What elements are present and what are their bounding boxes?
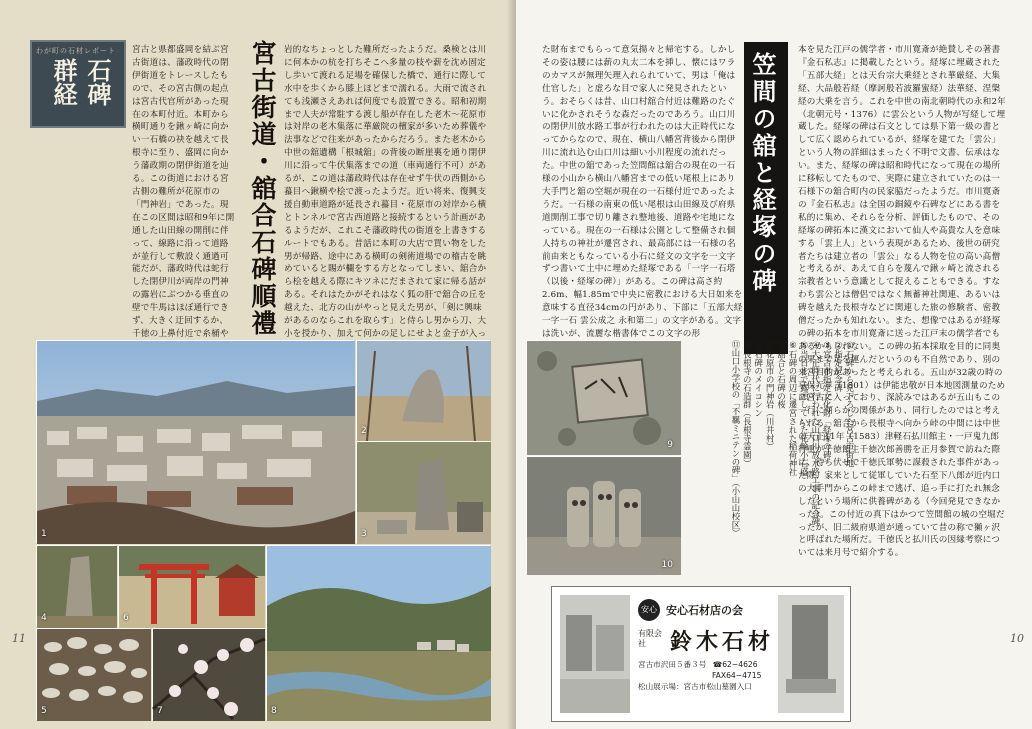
article-column-4: 本を見た江戸の儒学者・市川寛斎が絶賛しその著書『金石私志』に掲載したという。経塚に埋蔵された「五部大経」とは天台宗大乗経とされ華厳経、大集経、大品般若経（摩訶般若波羅蜜経）法華経、涅槃経の大乗を言う。これを中世の南北朝時代の永和2年（北朝元号・1376）に雲公という人物が写経して埋蔵した。経塚の碑は石文としては県下第一級の書として広く認められているが、経塚を建てた「雲公」という人物の詳細はまったく不明で文書、伝承はない。また、経塚の碑は昭和時代になって現在の場所に移転してたもので、実際に建立されていたのは一石様下の舘合町内の民家脇だったようだ。市川寛斎の『金石私志』は全国の銅鏡や石碑などにある書を私的に集め、それらを分析、評価したもので、その経塚の碑拓本に漢文において仙人や高貴な人を意味する「雲上人」という表現があるため、後世の研究者たちは建立者の「雲公」なる人物を位の高い高僧と考えるが、あえて自らを蔑んで鍬ヶ崎と流される宗教者という意識として捉えることもできる。すなわち雲公とは僧侶ではなく無蓄神社関連、あるいは碑を越えた長根寺などに関連した旅の修験者、密教僧だったかも知れない。また、想像ではあるが経塚の碑の拓本を市川寛斎に送った江戸末の儒学者でもあるかもしれない。この碑の拓本採取を目的に同奥の果まで足を運んだというのも不自然であり、別の来宮目的があったと考えられる。五山が32歳の時の享保元年（1801）は伊能忠敬が日本地図測量のために宮古に入っており、深読みではあるが五山もこの一行に何らかの関係があり、同行したのではと考えられる。舘合から長根寺へ向かう峠の中間には中世の天正11年（1583）津軽石払川館主・一戸鬼九郎行重が千徳館主千徳次郎善勝を正月参賀で訪ねた際に、待ち伏せで千徳氏軍勢に謀殺された事件があった際、家来として従軍していた石至下八郎が近内口の大手門からこの峠まで逃げ、追っ手に打たれ無念したという場所に供養碑がある（今回発見できなかった）。この付近の真下はかつて笠間館の城の空堀だったが、旧二級府県道が通っていて昔の称で獺ヶ沢と呼ばれた場所だ。千徳氏と払川氏の因縁考察については来月号で紹介する。 — [798, 45, 1006, 559]
article-column-1-lower — [30, 133, 236, 333]
article-column-1-upper: 宮古と県都盛岡を結ぶ宮古街道は、藩政時代の閉伊街道をトレースしたもので、その宮古側の起点は宮古代官所があった現在の本町付近。本町から横町通りを鍬ヶ崎に向かい一石橋の袂を越えて長根寺に至り、盛岡に向かう藩政期の閉伊街道を辿る。この街道における宮古側の難所が花原市の「門神岩」であった。現在この区間は昭和9年に開通した山田線の開削に伴って、線路に沿って道路が並行して敷設く通過可能だが、藩政時代は蛇行した閉伊川が両岸の門神の露岩にぶつかる垂直の壁で牛馬はほぼ通行できず、大きく迂回するか、千徳の上鼻付近で糸桶や — [132, 45, 235, 339]
photo-number: 3 — [361, 529, 367, 539]
caption-9: ⑨石碑のメイコシン — [753, 340, 764, 418]
company-contact — [638, 659, 778, 692]
photo-number: 10 — [661, 560, 673, 570]
association-logo-icon: 安心 — [638, 599, 660, 621]
caption-1: ①石碑から見下ろした宮古市街地 — [845, 340, 855, 468]
photo-number: 2 — [361, 426, 367, 436]
caption-2: ②指定記念碑 — [833, 340, 844, 392]
association-name: 安心石材店の会 — [666, 604, 743, 617]
photo-cherry-blossoms — [152, 628, 264, 720]
photo-city-view — [36, 340, 354, 543]
advertisement-box — [551, 586, 851, 722]
section-title: 笠間の舘と経塚の碑 — [744, 42, 788, 354]
series-calligraphy-1: 石碑 — [83, 58, 112, 106]
caption-7: ⑦舘合と石碑の桜 — [776, 340, 787, 409]
caption-4: ④大正時代に行われた山口川放水路工事の記念碑 — [810, 340, 821, 527]
photo-stone-tablet — [356, 441, 490, 543]
page-number-right: 10 — [1010, 632, 1024, 645]
photo-number: 5 — [41, 706, 47, 716]
photo-shrine-gate — [118, 545, 264, 627]
photo-sign — [526, 340, 680, 454]
photo-number: 9 — [667, 440, 673, 450]
caption-6: ⑥石碑の周辺に遷宮された稲荷神社 — [787, 340, 798, 476]
page-number-left: 11 — [12, 632, 26, 645]
photo-number: 7 — [157, 706, 163, 716]
photo-monument-hill — [356, 340, 490, 440]
company-fax: FAX64−4715 — [712, 671, 762, 680]
photo-number: 1 — [41, 529, 47, 539]
caption-10: ⑩長根寺の石造群（長根寺霊園） — [742, 340, 753, 468]
ad-photo-right — [778, 595, 844, 713]
ad-association — [638, 599, 743, 621]
photo-carved-stones — [526, 456, 680, 574]
company-name: 鈴木石材 — [670, 629, 775, 655]
photo-number: 6 — [123, 613, 129, 623]
company-type: 有限会社 — [638, 629, 662, 648]
photo-river-valley — [266, 545, 490, 720]
photo-captions — [730, 340, 855, 572]
ad-photo-left — [560, 595, 630, 713]
photo-small-stones — [36, 628, 150, 720]
series-calligraphy-2: 群経 — [49, 58, 78, 106]
caption-5: ⑤当日まで露頭していた花輪小石盛 — [799, 340, 810, 476]
caption-11: ⑪山口小学校の「不羈ミニテンの碑」（小山山校区） — [730, 340, 741, 538]
photo-number: 8 — [271, 706, 277, 716]
caption-3: ③宮古市指定文化財「経塚の碑」 — [822, 340, 833, 468]
photo-number: 4 — [41, 613, 47, 623]
article-column-3: た財布までもらって意気揚々と帰宅する。しかしその姿は腰には薪の丸太二本を挿し、懐にはワラのカマスが無理矢理入れられていて、男は「俺は仕官した」と虚ろな目で家人に発見されたという。おそらくは昔、山口村舘合付近は難路のたぐいに化かされそうな森だったのであろう。山口川の閉伊川放水路工事が行われたのは大正時代になってからなので、現在、横山八幡宮背後から閉伊川に流れ込む山口川は細い小川程度の流れだった。中世の舘であった笠間館は舘合の現在の一石様の小山から横山八幡宮までの低い尾根上にあり大手門と舘の空堀が現在の一石様付近であったようだ。一石様の南東の低い尾根は山田線及び府県道開削工事で切り離され整地後、道路や宅地になっている。現在の一石様は公園として整備され個人持ちの神社が遷宮され、最高部には一石様の名前由来ともなっている小石に経文の文字を一文字ずつ書いて土中に埋めた経塚である「一字一石塔（以後・経塚の碑）」がある。この碑は高さ約2.6m、幅1.85mで中央に密教における大日如来を意味する直径34cmの円があり、下部に「五部大経 一字一石 雲公成之 永和第二」の文字がある。文字は洗いが、流麗な楷書体でこの文字の形 — [542, 45, 743, 339]
photo-stone-pillar — [36, 545, 116, 627]
article-column-2: 岩的なちょっとした難所だったようだ。桑検とは川に何本かの杭を打ちそこへ多量の枝や薪を沈め固定し歩いて渡れる足場を確保した橋で、通行に際して水中を歩くから膝上ほどまで濡れる。大雨で流されても浅瀬さえあれば何度でも設置できる。昭和初期まで人夫が常駐する渡し船が存在した老木～花原市は対岸の老木集落に華厳院の檀家が多いため葬儀や法事などで往来があったからだろう。また老木から中世の舘遺構「根城舘」の背後の断崖裏を通り閉伊川に沿って牛伏集落までの道（車両通行不可）があるが、この道は藩政時代は存在せず牛伏の西側から蟇目へ鍬横や桧で渡ったようだ。近い将来、復興支援自動車道路が延長され蟇目・花原市の対岸から横とトンネルで宮古西道路と接続するという計画があるようだが、これこそ藩政時代の街道を上書きするルートでもある。昔話に本町の大店で買い物をした男が帰路、途中にある横町の剣術道場での稽古を眺めていると賜が欄をする方となってしまい、舘合から桧を越える際にキツネにだまされて家に帰る話がある。それはたかがそれはなく狐の肝で舘合の丘を越えた、北方の山がやっと見えた男が、「剣に興味があるのならこれを取らす」と侍らし男から刀、大小を授かり、加えて何かの足しにせよと金子が入っ — [284, 45, 487, 339]
company-address: 宮古市沢田５番３号 — [638, 660, 707, 669]
series-badge — [30, 40, 126, 128]
caption-8: ⑧花原市の門神岩（川井村） — [765, 340, 776, 451]
series-label: わが町の石材レポート — [36, 47, 116, 55]
company-showroom: 松山展示場：宮古市松山墓園入口 — [638, 682, 752, 691]
article-title: 宮古街道・舘合石碑順禮 — [248, 40, 277, 337]
company-phone: ☎62−4626 — [712, 660, 758, 669]
